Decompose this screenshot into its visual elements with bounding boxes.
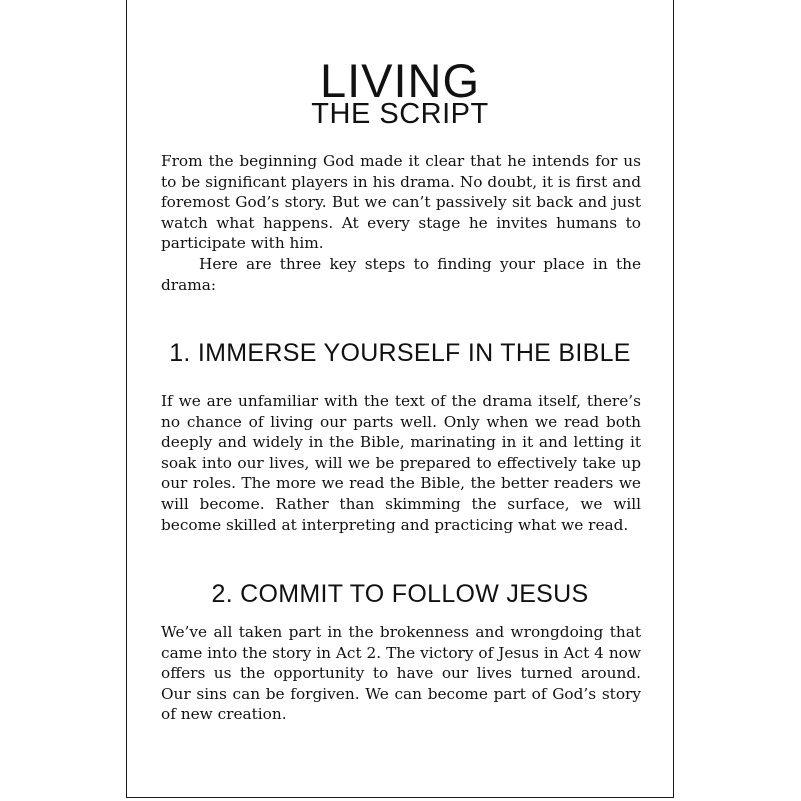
intro-paragraph: From the beginning God made it clear that he intends for us to be significant players in his drama. No doubt, it is first and foremost God’s story. But we can’t passively sit back and just watch what happens. At every stage he invites humans to participate with him. (161, 152, 641, 253)
page-subtitle: THE SCRIPT (311, 98, 489, 130)
section-body-2: We’ve all taken part in the brokenness and wrongdoing that came into the story in Act 2. The victory of Jesus in Act 4 now offers us the opportunity to have our lives turned around. Our sins can be forgiven. We can become part of God’s story of new creation. (161, 623, 641, 724)
book-page (126, 0, 674, 798)
section-heading-2: 2. COMMIT TO FOLLOW JESUS (211, 580, 589, 608)
section-heading-1: 1. IMMERSE YOURSELF IN THE BIBLE (169, 339, 631, 367)
page-title: LIVING (319, 54, 481, 107)
intro-paragraph-steps: Here are three key steps to finding your place in the drama: (161, 255, 641, 294)
section-body-1: If we are unfamiliar with the text of the drama itself, there’s no chance of living our parts well. Only when we read both deeply and widely in the Bible, marinating in it and letting it soak into our lives, will we be prepared to effectively take up our roles. The more we read the Bible, the better readers we will become. Rather than skimming the surface, we will become skilled at interpreting and practicing what we read. (161, 392, 641, 534)
